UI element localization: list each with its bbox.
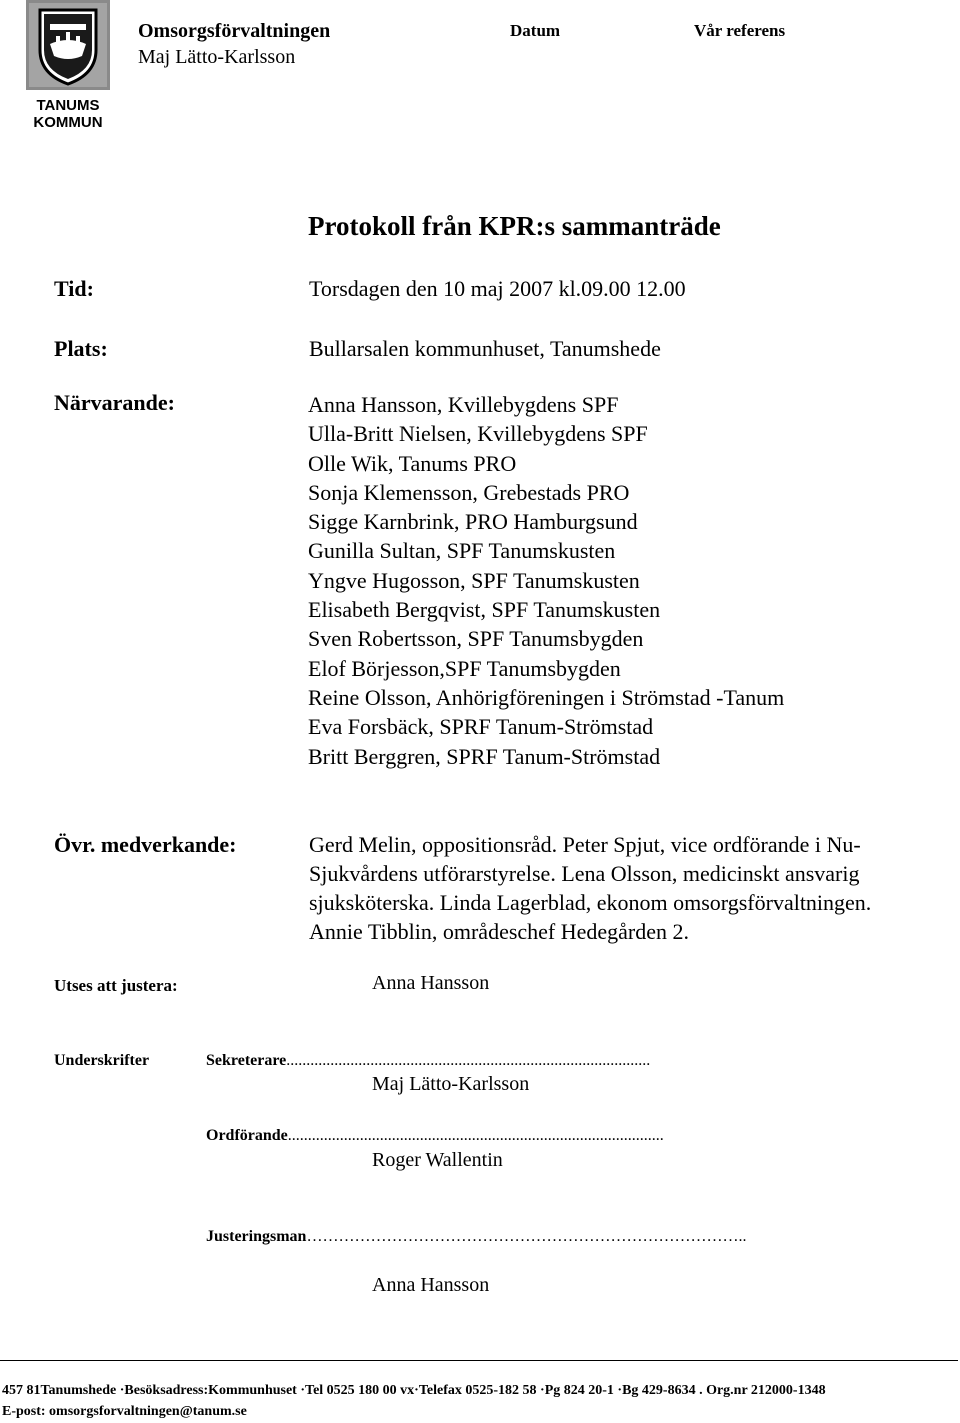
place-label: Plats:: [54, 336, 108, 361]
secretary-name: Maj Lätto-Karlsson: [372, 1073, 530, 1095]
list-item: Yngve Hugosson, SPF Tanumskusten: [308, 567, 640, 593]
signature-dots: ..............................................................................................: [287, 1127, 664, 1144]
time-value: Torsdagen den 10 maj 2007 kl.09.00 12.00: [309, 276, 686, 301]
document-title: Protokoll från KPR:s sammanträde: [308, 211, 721, 241]
attendee-list: [308, 390, 784, 771]
adjuster-label: Utses att justera:: [54, 976, 178, 995]
list-item: Sonja Klemensson, Grebestads PRO: [308, 479, 630, 505]
other-participants-label: Övr. medverkande:: [54, 832, 237, 857]
chair-label: Ordförande: [206, 1127, 288, 1144]
date-label: Datum: [510, 21, 561, 40]
chair-line: [206, 1127, 664, 1145]
organization-name: Omsorgsförvaltningen: [138, 20, 331, 42]
municipality-logo: [26, 0, 110, 132]
footer-address: 457 81Tanumshede ·Besöksadress:Kommunhuset ·Tel 0525 180 00 vx·Telefax 0525-182 58 ·Pg 824 20-1 ·Bg 429-8634 . Org.nr 212000-1348: [2, 1383, 826, 1398]
text-line: Sjukvårdens utförarstyrelse. Lena Olsson, medicinskt ansvarig: [309, 861, 860, 886]
text-line: Annie Tibblin, områdeschef Hedegården 2.: [309, 919, 690, 944]
text-line: Gerd Melin, oppositionsråd. Peter Spjut, vice ordförande i Nu-: [309, 832, 861, 857]
signature-dots: ………………………………………………………………………..: [306, 1228, 747, 1245]
list-item: Eva Forsbäck, SPRF Tanum-Strömstad: [308, 714, 654, 740]
list-item: Gunilla Sultan, SPF Tanumskusten: [308, 538, 616, 564]
footer-divider: [0, 1360, 958, 1361]
author-name: Maj Lätto-Karlsson: [138, 46, 296, 68]
list-item: Elisabeth Bergqvist, SPF Tanumskusten: [308, 597, 661, 623]
list-item: Ulla-Britt Nielsen, Kvillebygdens SPF: [308, 421, 648, 447]
reference-label: Vår referens: [694, 21, 786, 40]
coat-of-arms-icon: [26, 0, 110, 132]
list-item: Britt Berggren, SPRF Tanum-Strömstad: [308, 743, 661, 769]
logo-text-line1: TANUMS: [36, 97, 100, 114]
time-label: Tid:: [54, 276, 94, 301]
footer-email: E-post: omsorgsforvaltningen@tanum.se: [2, 1404, 247, 1419]
chair-name: Roger Wallentin: [372, 1149, 503, 1171]
secretary-label: Sekreterare: [206, 1052, 287, 1069]
list-item: Olle Wik, Tanums PRO: [308, 450, 517, 476]
place-value: Bullarsalen kommunhuset, Tanumshede: [309, 336, 661, 361]
list-item: Sigge Karnbrink, PRO Hamburgsund: [308, 509, 638, 535]
logo-text-line2: KOMMUN: [33, 114, 103, 131]
list-item: Reine Olsson, Anhörigföreningen i Strömstad -Tanum: [308, 684, 785, 710]
present-label: Närvarande:: [54, 390, 175, 415]
text-line: sjuksköterska. Linda Lagerblad, ekonom omsorgsförvaltningen.: [309, 890, 872, 915]
justeringsman-line: [206, 1228, 746, 1246]
other-participants-text: [309, 830, 959, 946]
secretary-line: [206, 1052, 650, 1070]
list-item: Anna Hansson, Kvillebygdens SPF: [308, 392, 619, 417]
list-item: Elof Börjesson,SPF Tanumsbygden: [308, 655, 621, 681]
signature-dots: ...........................................................................................: [286, 1052, 651, 1069]
justeringsman-name: Anna Hansson: [372, 1274, 490, 1296]
justeringsman-label: Justeringsman: [206, 1228, 307, 1245]
adjuster-value: Anna Hansson: [372, 972, 490, 994]
signatures-heading: Underskrifter: [54, 1052, 150, 1069]
list-item: Sven Robertsson, SPF Tanumsbygden: [308, 626, 644, 652]
